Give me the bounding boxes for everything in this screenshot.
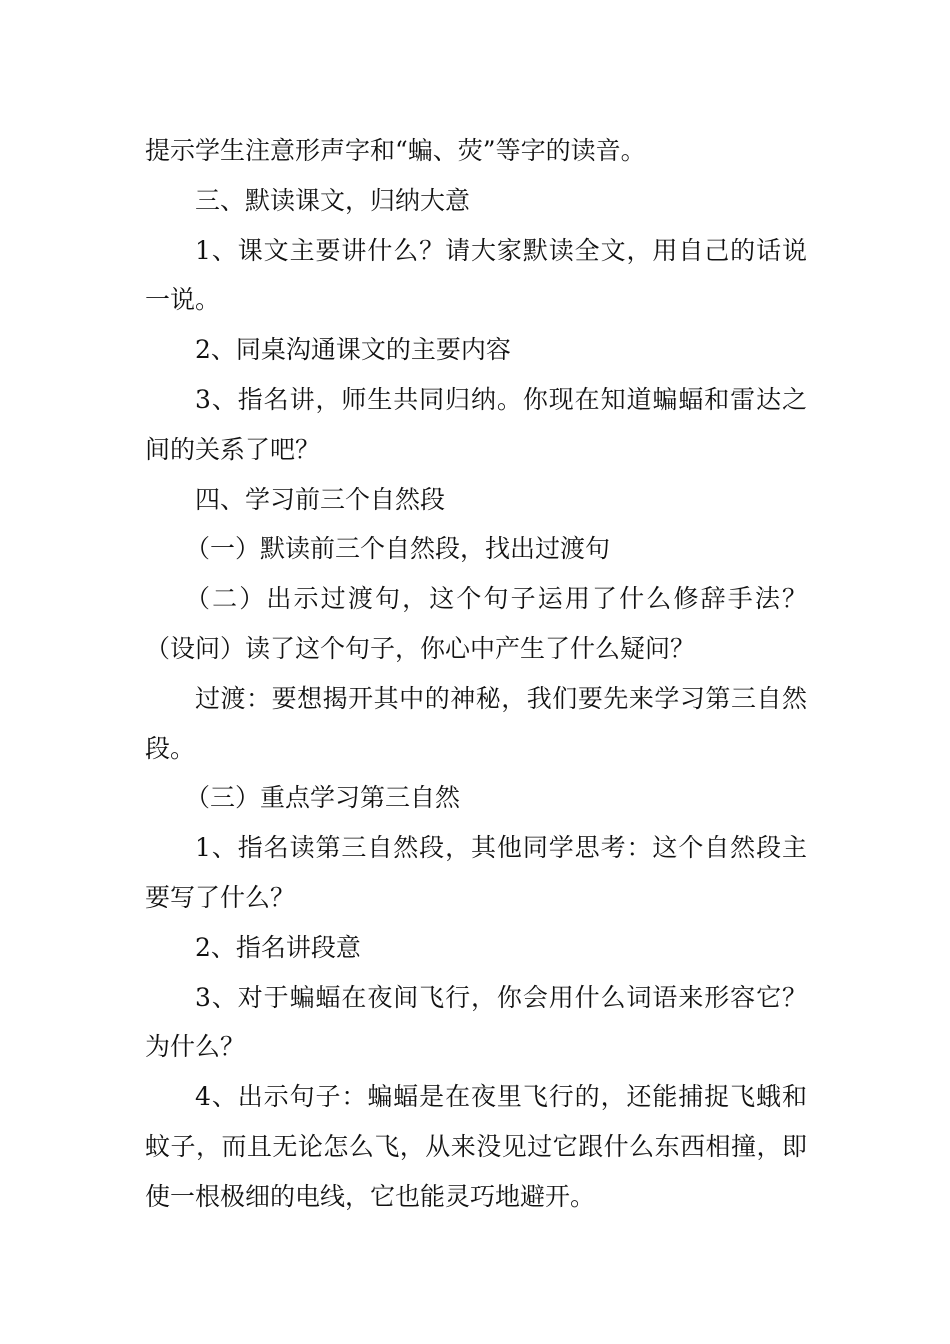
subsection-3: （三）重点学习第三自然 xyxy=(185,783,461,813)
section-heading-4: 四、学习前三个自然段 xyxy=(195,484,446,514)
subsection-1: （一）默读前三个自然段，找出过渡句 xyxy=(185,534,611,564)
paragraph-reading-hint: 提示学生注意形声字和“蝙、荧”等字的读音。 xyxy=(145,136,646,165)
paragraph-step-3: 3、对于蝙蝠在夜间飞行，你会用什么词语来形容它？为什么？ xyxy=(145,982,807,1062)
subsection-2: （二）出示过渡句，这个句子运用了什么修辞手法？（设问）读了这个句子，你心中产生了什么疑问？ xyxy=(145,584,807,663)
section-heading-3: 三、默读课文，归纳大意 xyxy=(195,185,471,215)
paragraph-step-2: 2、指名讲段意 xyxy=(195,932,361,962)
document-body xyxy=(145,126,807,1222)
paragraph-item-2: 2、同桌沟通课文的主要内容 xyxy=(195,335,511,365)
paragraph-step-4: 4、出示句子：蝙蝠是在夜里飞行的，还能捕捉飞蛾和蚊子，而且无论怎么飞，从来没见过它跟什么东西相撞，即使一根极细的电线，它也能灵巧地避开。 xyxy=(145,1082,807,1211)
paragraph-item-3: 3、指名讲，师生共同归纳。你现在知道蝙蝠和雷达之间的关系了吧？ xyxy=(145,384,807,464)
paragraph-item-1: 1、课文主要讲什么？请大家默读全文，用自己的话说一说。 xyxy=(145,235,807,315)
paragraph-step-1: 1、指名读第三自然段，其他同学思考：这个自然段主要写了什么？ xyxy=(145,833,807,912)
paragraph-transition: 过渡：要想揭开其中的神秘，我们要先来学习第三自然段。 xyxy=(145,683,807,763)
